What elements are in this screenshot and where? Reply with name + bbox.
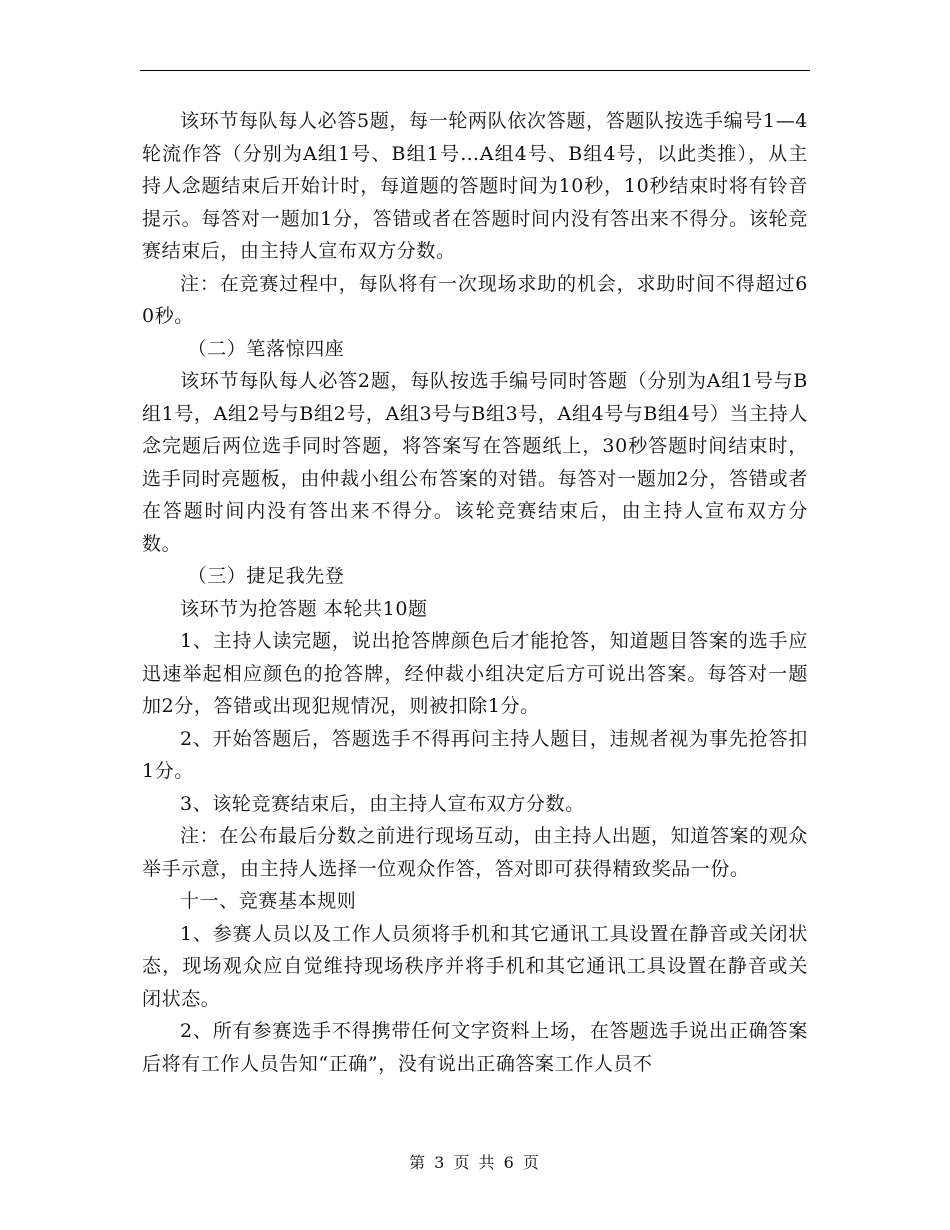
section-heading-3: （三）捷足我先登: [187, 565, 345, 587]
paragraph-round-two-rules: 该环节每队每人必答2题，每队按选手编号同时答题（分别为A组1号与B组1号，A组2号与B组2号，A组3号与B组3号，A组4号与B组4号）当主持人念完题后两位选手同时答题，将答案写在答题纸上，30秒答题时间结束时，选手同时亮题板，由仲裁小组公布答案的对错。每答对一题加2分，答错或者在答题时间内没有答出来不得分。该轮竞赛结束后，由主持人宣布双方分数。: [142, 370, 808, 555]
paragraph-round-three-intro: 该环节为抢答题 本轮共10题: [180, 597, 428, 620]
document-body: [142, 105, 808, 1080]
paragraph-note-help: 注：在竞赛过程中，每队将有一次现场求助的机会，求助时间不得超过60秒。: [142, 272, 808, 327]
paragraph-note-interaction: 注：在公布最后分数之前进行现场互动，由主持人出题，知道答案的观众举手示意，由主持人选择一位观众作答，答对即可获得精致奖品一份。: [142, 825, 808, 880]
paragraph-rule-1: 1、主持人读完题，说出抢答牌颜色后才能抢答，知道题目答案的选手应迅速举起相应颜色的抢答牌，经仲裁小组决定后方可说出答案。每答对一题加2分，答错或出现犯规情况，则被扣除1分。: [142, 630, 808, 717]
section-heading-11: 十一、竞赛基本规则: [180, 890, 357, 912]
paragraph-rule-2: 2、开始答题后，答题选手不得再问主持人题目，违规者视为事先抢答扣1分。: [142, 727, 808, 782]
paragraph-round-one-rules: 该环节每队每人必答5题，每一轮两队依次答题，答题队按选手编号1—4轮流作答（分别为A组1号、B组1号…A组4号、B组4号，以此类推），从主持人念题结束后开始计时，每道题的答题时间为10秒，10秒结束时将有铃音提示。每答对一题加1分，答错或者在答题时间内没有答出来不得分。该轮竞赛结束后，由主持人宣布双方分数。: [142, 110, 808, 262]
page-number-footer: 第 3 页 共 6 页: [409, 1153, 541, 1172]
paragraph-basic-rule-2: 2、所有参赛选手不得携带任何文字资料上场，在答题选手说出正确答案后将有工作人员告知“正确”，没有说出正确答案工作人员不: [142, 1020, 808, 1075]
section-heading-2: （二）笔落惊四座: [187, 337, 345, 360]
paragraph-rule-3: 3、该轮竞赛结束后，由主持人宣布双方分数。: [180, 792, 585, 815]
paragraph-basic-rule-1: 1、参赛人员以及工作人员须将手机和其它通讯工具设置在静音或关闭状态，现场观众应自觉维持现场秩序并将手机和其它通讯工具设置在静音或关闭状态。: [142, 922, 808, 1010]
header-rule: [140, 70, 810, 71]
